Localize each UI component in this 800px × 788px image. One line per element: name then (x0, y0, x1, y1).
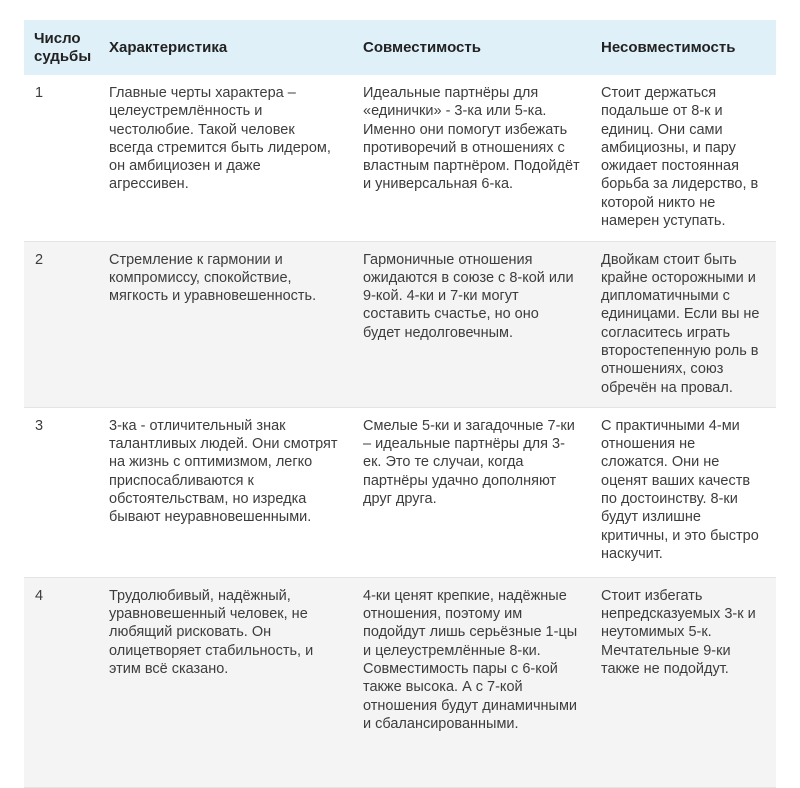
cell-number: 2 (24, 241, 98, 407)
header-incompatibility: Несовместимость (601, 38, 736, 56)
cell-characteristic: 3-ка - отличительный знак талантливых людей. Они смотрят на жизнь с оптимизмом, легко приспосабливаются к обстоятельствам, но изредка бывают неуравновешенными. (98, 407, 352, 577)
cell-compatibility: Смелые 5-ки и загадочные 7-ки – идеальные партнёры для 3-ек. Это те случаи, когда партнёры удачно дополняют друг друга. (352, 407, 590, 577)
header-compatibility: Совместимость (363, 38, 481, 56)
cell-characteristic: Трудолюбивый, надёжный, уравновешенный человек, не любящий рисковать. Он олицетворяет стабильность, и этим всё сказано. (98, 577, 352, 787)
cell-incompatibility: Двойкам стоит быть крайне осторожными и дипломатичными с единицами. Если вы не согласитесь играть второстепенную роль в отношениях, союз обречён на провал. (590, 241, 776, 407)
cell-incompatibility: Стоит избегать непредсказуемых 3-к и неутомимых 5-к. Мечтательные 9-ки также не подойдут. (590, 577, 776, 787)
cell-number: 4 (24, 577, 98, 787)
cell-characteristic: Главные черты характера – целеустремлённость и честолюбие. Такой человек всегда стремится быть лидером, он амбициозен и даже агрессивен. (98, 75, 352, 241)
cell-number: 3 (24, 407, 98, 577)
table-row (24, 75, 776, 241)
table-row (24, 577, 776, 787)
header-characteristic: Характеристика (109, 38, 228, 56)
cell-compatibility: 4-ки ценят крепкие, надёжные отношения, поэтому им подойдут лишь серьёзные 1-цы и целеустремлённые 8-ки. Совместимость пары с 6-кой также высока. А с 7-кой отношения будут динамичными и сбалансированными. (352, 577, 590, 787)
table-row (24, 241, 776, 407)
numerology-compatibility-table (24, 20, 776, 788)
cell-characteristic: Стремление к гармонии и компромиссу, спокойствие, мягкость и уравновешенность. (98, 241, 352, 407)
cell-number: 1 (24, 75, 98, 241)
header-row (24, 20, 776, 75)
numerology-table-container (24, 20, 776, 788)
cell-compatibility: Идеальные партнёры для «единички» - 3-ка или 5-ка. Именно они помогут избежать противоречий в отношениях с властным партнёром. Подойдёт и универсальная 6-ка. (352, 75, 590, 241)
table-header (24, 20, 776, 75)
table-row (24, 407, 776, 577)
cell-incompatibility: Стоит держаться подальше от 8-к и единиц. Они сами амбициозны, и пару ожидает постоянная борьба за лидерство, в которой никто не намерен уступать. (590, 75, 776, 241)
table-body (24, 75, 776, 787)
cell-incompatibility: С практичными 4-ми отношения не сложатся. Они не оценят ваших качеств по достоинству. 8-ки будут излишне критичны, и это быстро наскучит. (590, 407, 776, 577)
header-number: Число судьбы (34, 29, 92, 65)
cell-compatibility: Гармоничные отношения ожидаются в союзе с 8-кой или 9-кой. 4-ки и 7-ки могут составить счастье, но оно будет недолговечным. (352, 241, 590, 407)
